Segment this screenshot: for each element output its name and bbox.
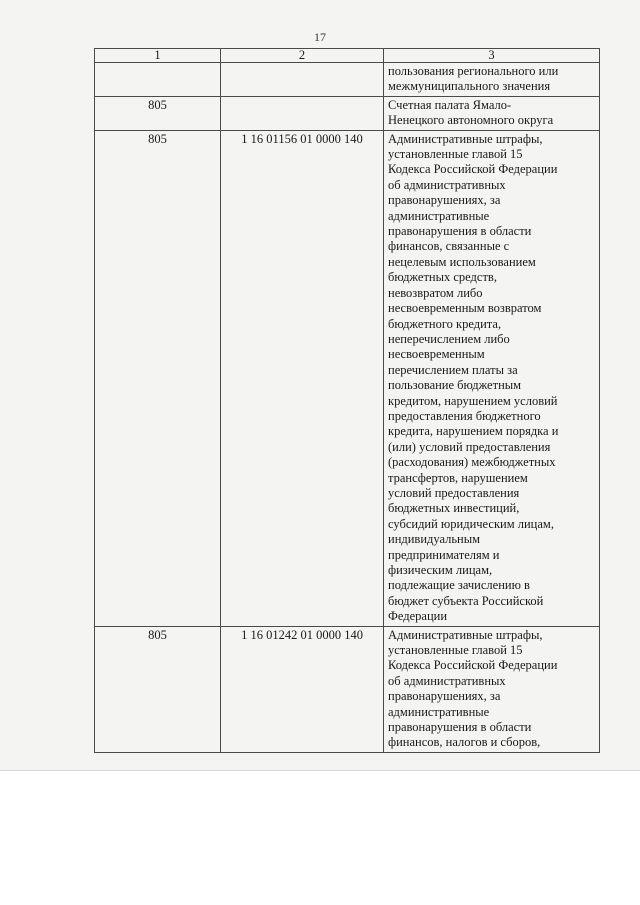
budget-code-cell [221,96,384,130]
admin-code-cell [95,63,221,97]
admin-code-cell: 805 [95,96,221,130]
description-cell: Счетная палата Ямало- Ненецкого автономного округа [384,96,600,130]
table-row [95,626,600,752]
table-header-row [95,49,600,63]
column-header: 2 [221,49,384,63]
admin-code-cell: 805 [95,626,221,752]
description-cell: Административные штрафы, установленные главой 15 Кодекса Российской Федерации об административных правонарушениях, за административные правонарушения в области финансов, налогов и сборов, [384,626,600,752]
column-header: 1 [95,49,221,63]
description-cell: пользования регионального или межмуниципального значения [384,63,600,97]
table-row [95,130,600,626]
admin-code-cell: 805 [95,130,221,626]
budget-code-cell: 1 16 01156 01 0000 140 [221,130,384,626]
description-cell: Административные штрафы, установленные главой 15 Кодекса Российской Федерации об административных правонарушениях, за административные правонарушения в области финансов, связанные с нецелевым использованием бюджетных средств, невозвратом либо несвоевременным возвратом бюджетного кредита, неперечислением либо несвоевременным перечислением платы за пользование бюджетным кредитом, нарушением условий предоставления бюджетного кредита, нарушением порядка и (или) условий предоставления (расходования) межбюджетных трансфертов, нарушением условий предоставления бюджетных инвестиций, субсидий юридическим лицам, индивидуальным предпринимателям и физическим лицам, подлежащие зачислению в бюджет субъекта Российской Федерации [384,130,600,626]
column-header: 3 [384,49,600,63]
table-row [95,63,600,97]
budget-code-cell [221,63,384,97]
budget-code-cell: 1 16 01242 01 0000 140 [221,626,384,752]
page-number: 17 [314,30,326,44]
table-row [95,96,600,130]
budget-codes-table [94,48,600,753]
